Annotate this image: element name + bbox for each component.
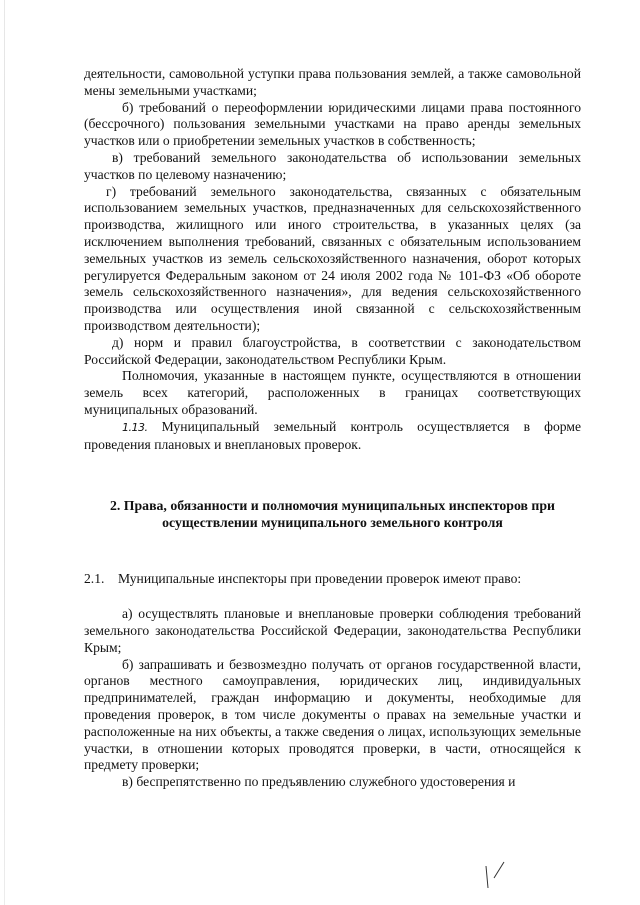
paragraph-d: д) норм и правил благоустройства, в соответствии с законодательством Российской Федерации, законодательством Республики Крым. <box>84 334 581 367</box>
item-text-1-13: Муниципальный земельный контроль осуществляется в форме проведения плановых и внеплановых проверок. <box>84 418 581 452</box>
right-a: а) осуществлять плановые и внеплановые проверки соблюдения требований земельного законодательства Российской Федерации, законодательства Республики Крым; <box>84 606 581 655</box>
paragraph-g: г) требований земельного законодательства, связанных с обязательным использованием земельных участков, предназначенных для сельскохозяйственного производства, жилищного или иного строительства, в указанных целях (за исключением выполнения требований, связанных с обязательным использованием земельных участков из земель сельскохозяйственного назначения, оборот которых регулируется Федеральным законом от 24 июля 2002 года № 101-ФЗ «Об обороте земель сельскохозяйственного назначения», для ведения сельскохозяйственного производства или осуществления иной связанной с сельскохозяйственным производством деятельности); <box>84 183 581 333</box>
scan-edge <box>4 0 5 905</box>
item-2-1 <box>84 571 581 588</box>
pen-mark-icon <box>470 858 530 898</box>
section-2-heading: 2. Права, обязанности и полномочия муниципальных инспекторов при осуществлении муниципального земельного контроля <box>109 498 555 531</box>
paragraph-powers: Полномочия, указанные в настоящем пункте, осуществляются в отношении земель всех категорий, расположенных в границах соответствующих муниципальных образований. <box>84 368 581 417</box>
right-v: в) беспрепятственно по предъявлению служебного удостоверения и <box>122 774 516 790</box>
paragraph-v: в) требований земельного законодательства об использовании земельных участков по целевому назначению; <box>84 149 581 182</box>
paragraph-continuation: деятельности, самовольной уступки права пользования землей, а также самовольной мены земельными участками; <box>84 66 581 98</box>
right-b: б) запрашивать и безвозмездно получать от органов государственной власти, органов местного самоуправления, юридических лиц, индивидуальных предпринимателей, граждан информацию и документы, необходимые для проведения проверок, в том числе документы о правах на земельные участки и расположенные на них объекты, а также сведения о лицах, использующих земельные участки, в отношении которых проводятся проверки, в части, относящейся к предмету проверки; <box>84 656 581 773</box>
item-number-2-1: 2.1. <box>84 571 105 587</box>
paragraph-1-13 <box>84 419 581 454</box>
paragraph-b: б) требований о переоформлении юридическими лицами права постоянного (бессрочного) пользования земельными участками на право аренды земельных участков или о приобретении земельных участков в собственность; <box>84 99 581 149</box>
item-number-1-13: 1.13. <box>122 420 148 434</box>
item-text-2-1: Муниципальные инспекторы при проведении проверок имеют право: <box>118 571 522 587</box>
document-body <box>84 66 581 791</box>
